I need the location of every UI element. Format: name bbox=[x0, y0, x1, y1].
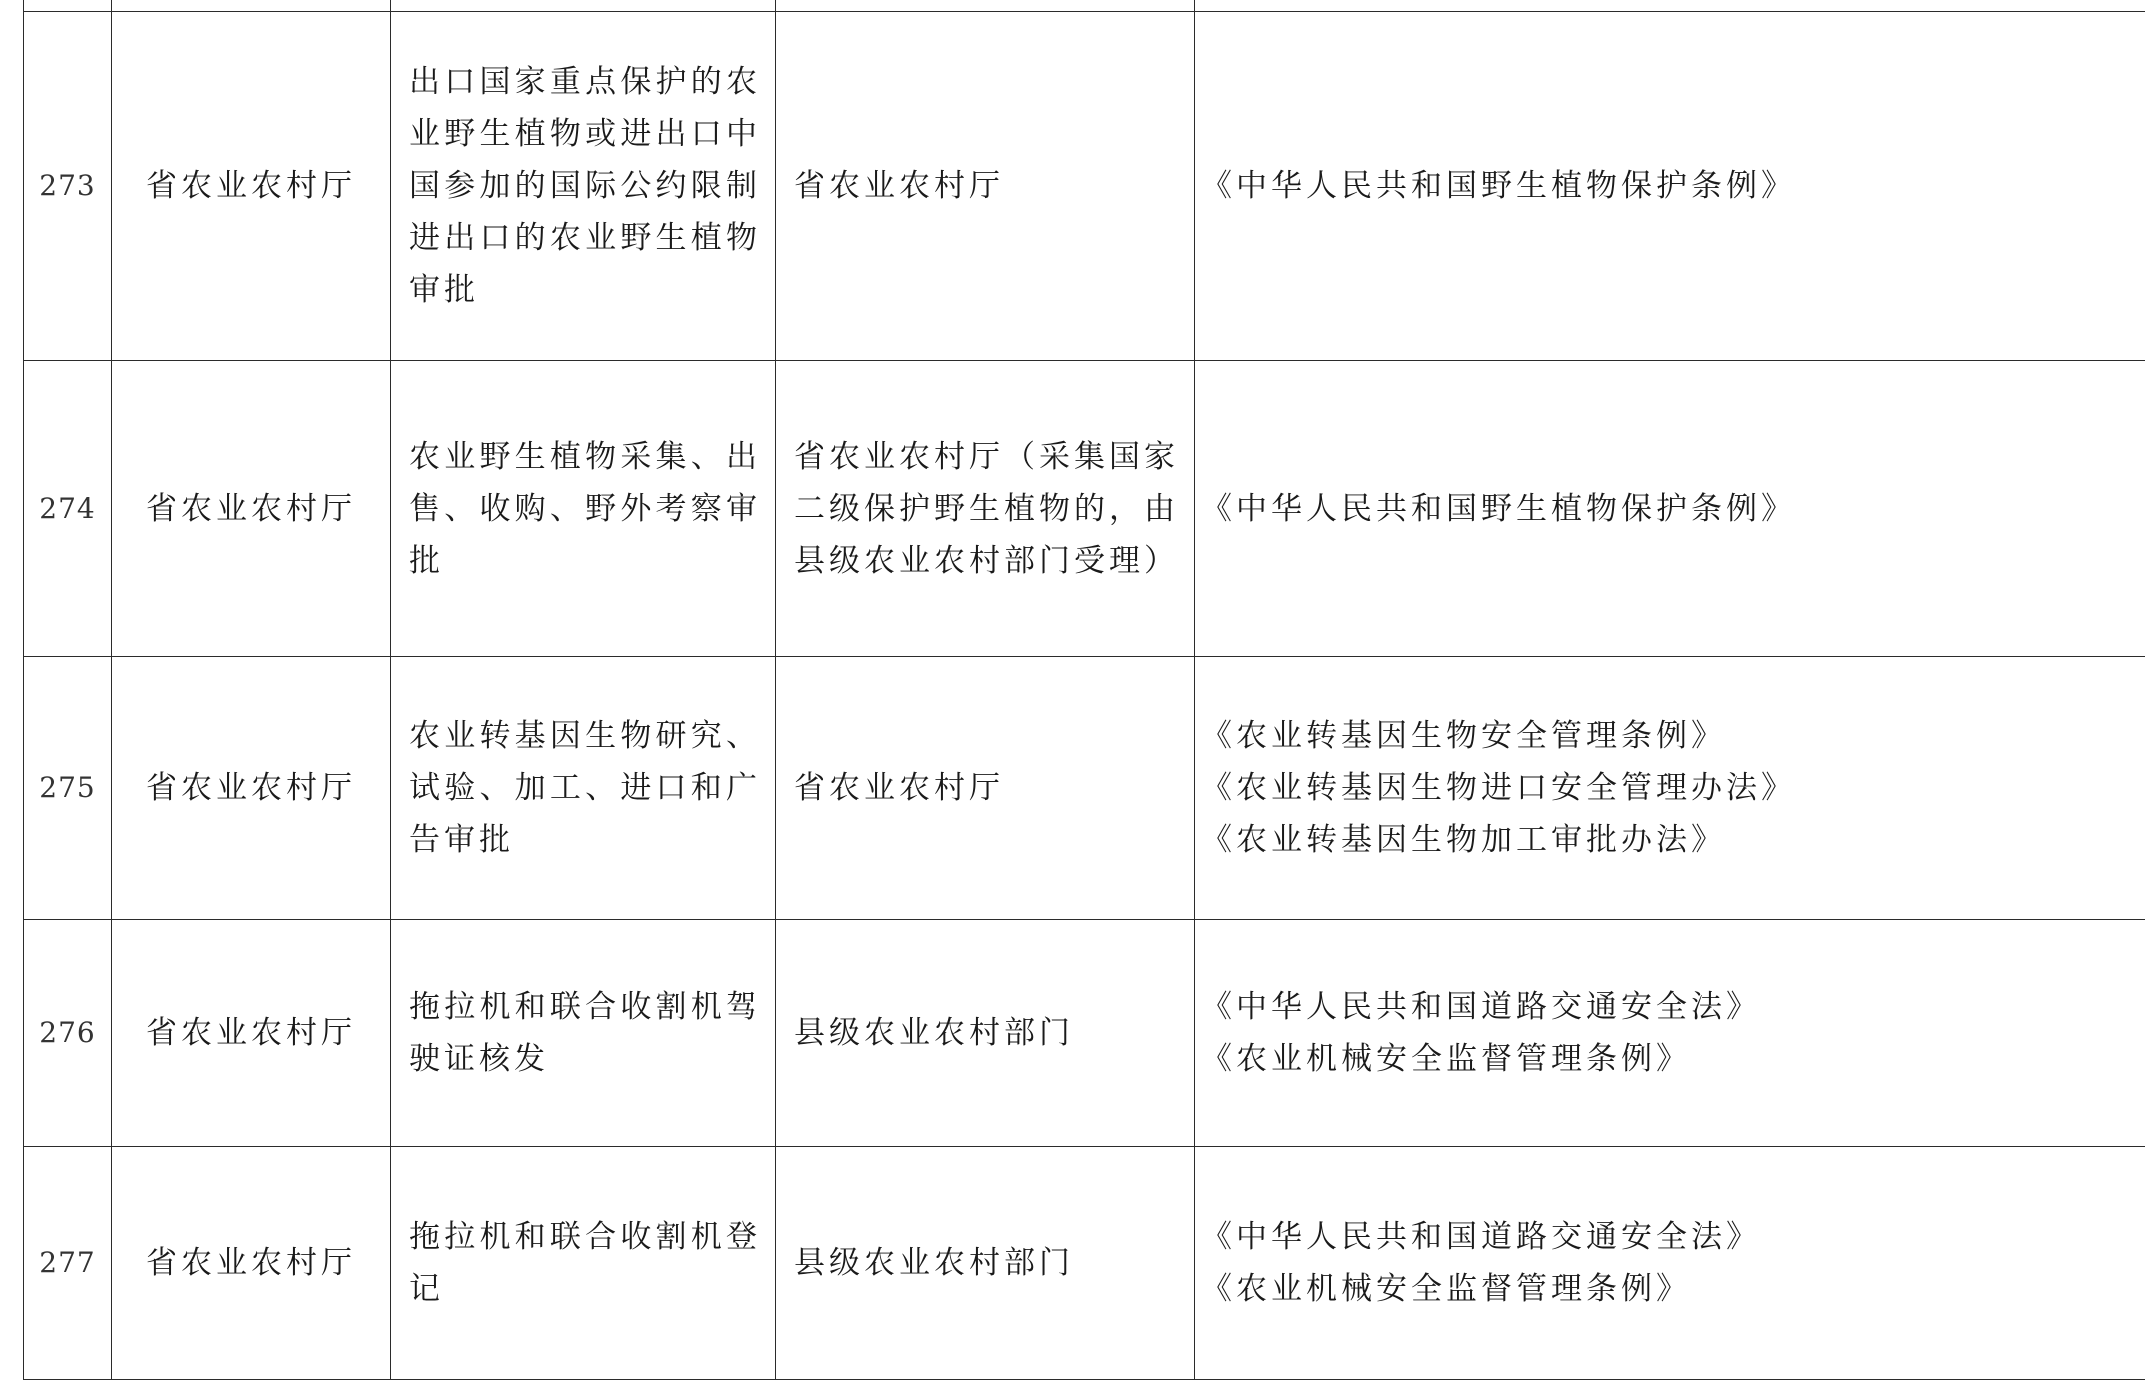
legal-basis-line: 《农业机械安全监督管理条例》 bbox=[1201, 1263, 2135, 1315]
legal-basis-cell bbox=[1195, 361, 2145, 657]
legal-basis-line: 《农业转基因生物安全管理条例》 bbox=[1201, 710, 2135, 762]
table-row bbox=[24, 1147, 2145, 1380]
approval-item-cell: 出口国家重点保护的农业野生植物或进出口中国参加的国际公约限制进出口的农业野生植物审批 bbox=[391, 12, 776, 361]
department-cell: 省农业农村厅 bbox=[112, 12, 391, 361]
table-row bbox=[24, 361, 2145, 657]
legal-basis-line: 《农业转基因生物进口安全管理办法》 bbox=[1201, 762, 2135, 814]
row-number: 277 bbox=[24, 1147, 112, 1380]
legal-basis-line: 《中华人民共和国道路交通安全法》 bbox=[1201, 981, 2135, 1033]
legal-basis-line: 《中华人民共和国道路交通安全法》 bbox=[1201, 1211, 2135, 1263]
legal-basis-line: 《中华人民共和国野生植物保护条例》 bbox=[1201, 160, 2135, 212]
row-number: 276 bbox=[24, 920, 112, 1147]
department-cell: 省农业农村厅 bbox=[112, 920, 391, 1147]
legal-basis-line: 《农业机械安全监督管理条例》 bbox=[1201, 1033, 2135, 1085]
legal-basis-line: 《中华人民共和国野生植物保护条例》 bbox=[1201, 483, 2135, 535]
department-cell: 省农业农村厅 bbox=[112, 361, 391, 657]
implementing-body-cell: 省农业农村厅 bbox=[776, 12, 1195, 361]
approval-item-cell: 拖拉机和联合收割机登记 bbox=[391, 1147, 776, 1380]
legal-basis-cell bbox=[1195, 1147, 2145, 1380]
department-cell: 省农业农村厅 bbox=[112, 657, 391, 920]
approval-item-cell: 拖拉机和联合收割机驾驶证核发 bbox=[391, 920, 776, 1147]
table-row bbox=[24, 12, 2145, 361]
department-cell: 省农业农村厅 bbox=[112, 1147, 391, 1380]
approval-item-cell: 农业转基因生物研究、试验、加工、进口和广告审批 bbox=[391, 657, 776, 920]
legal-basis-cell bbox=[1195, 12, 2145, 361]
table-row bbox=[24, 920, 2145, 1147]
approval-item-cell: 农业野生植物采集、出售、收购、野外考察审批 bbox=[391, 361, 776, 657]
implementing-body-cell: 省农业农村厅 bbox=[776, 657, 1195, 920]
table-row-previous-continuation bbox=[24, 0, 2145, 12]
legal-basis-cell bbox=[1195, 920, 2145, 1147]
implementing-body-cell: 省农业农村厅（采集国家二级保护野生植物的，由县级农业农村部门受理） bbox=[776, 361, 1195, 657]
legal-basis-cell bbox=[1195, 657, 2145, 920]
row-number: 275 bbox=[24, 657, 112, 920]
row-number: 274 bbox=[24, 361, 112, 657]
implementing-body-cell: 县级农业农村部门 bbox=[776, 1147, 1195, 1380]
legal-basis-line: 《农业转基因生物加工审批办法》 bbox=[1201, 814, 2135, 866]
row-number: 273 bbox=[24, 12, 112, 361]
table-row bbox=[24, 657, 2145, 920]
implementing-body-cell: 县级农业农村部门 bbox=[776, 920, 1195, 1147]
approval-items-table bbox=[23, 0, 2145, 1380]
